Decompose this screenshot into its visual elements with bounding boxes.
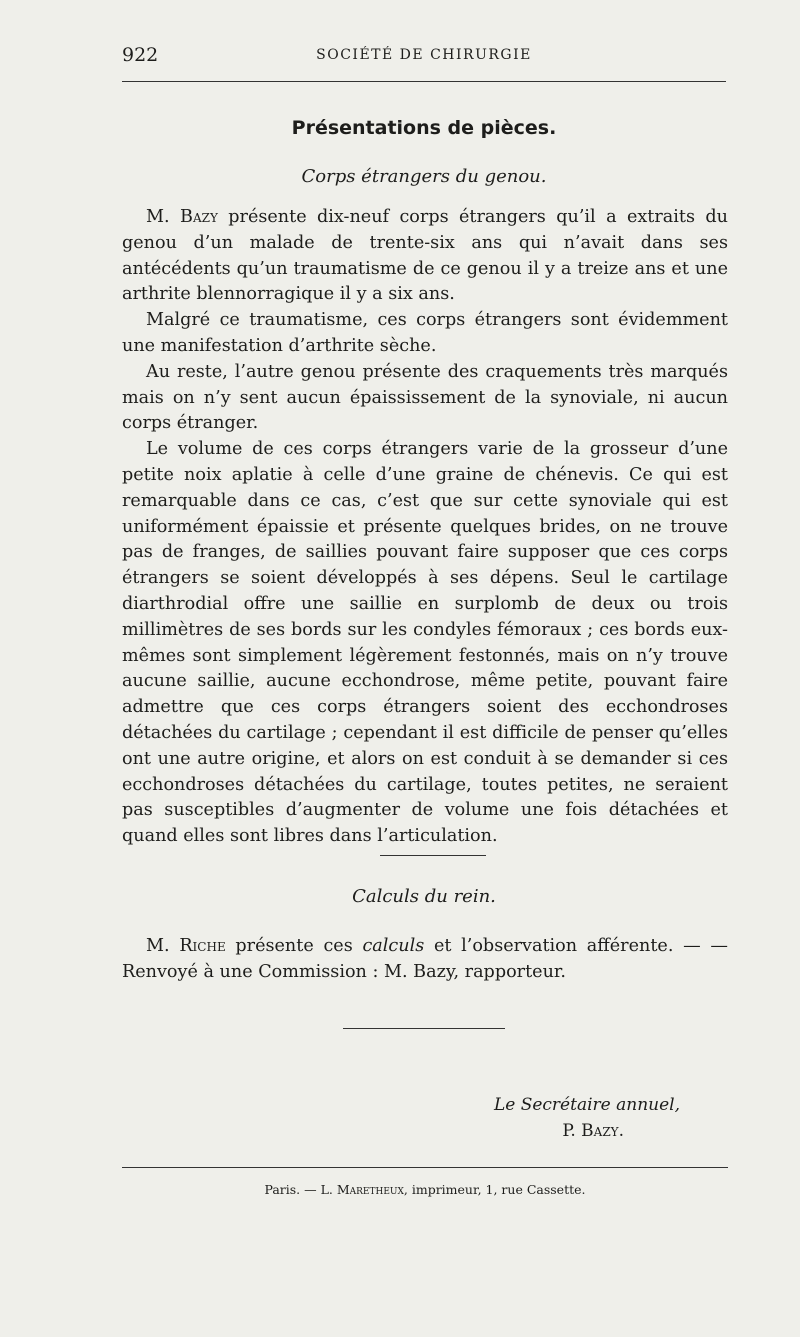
article-body-foreign-bodies xyxy=(122,205,728,850)
section-heading: Présentations de pièces. xyxy=(291,117,557,139)
paragraph-2: Malgré ce traumatisme, ces corps étrangers sont évidemment une manifestation d’arthrite sèche. xyxy=(122,310,728,356)
signature-name: P. Bazy. xyxy=(562,1121,624,1141)
header-rule xyxy=(122,81,726,82)
signature-block xyxy=(380,1092,680,1144)
article-title-kidney-stones: Calculs du rein. xyxy=(352,886,496,907)
author-name: Bazy xyxy=(180,207,218,227)
paragraph-5: M. Riche présente ces calculs et l’observation afférente. — — Renvoyé à une Commission : M. Bazy, rapporteur. xyxy=(122,936,728,982)
paragraph-4: Le volume de ces corps étrangers varie de la grosseur d’une petite noix aplatie à celle d’une graine de chénevis. Ce qui est remarquable dans ce cas, c’est que sur cette synoviale qui est uniformément épaissie et présente quelques brides, on ne trouve pas de franges, de saillies pouvant faire supposer que ces corps étrangers se soient développés à ses dépens. Seul le cartilage diarthrodial offre une saillie en surplomb de deux ou trois millimètres de ses bords sur les condyles fémoraux ; ces bords eux-mêmes sont simplement légèrement festonnés, mais on n’y trouve aucune saillie, aucune ecchondrose, même petite, pouvant faire admettre que ces corps étrangers soient des ecchondroses détachées du cartilage ; cependant il est difficile de penser qu’elles ont une autre origine, et alors on est conduit à se demander si ces ecchondroses détachées du cartilage, toutes petites, ne seraient pas susceptibles d’augmenter de volume une fois détachées et quand elles sont libres dans l’articulation. xyxy=(122,439,728,847)
running-header xyxy=(122,44,726,68)
page-number: 922 xyxy=(122,44,159,66)
article-body-kidney-stones xyxy=(122,934,728,986)
section-divider xyxy=(380,855,486,856)
running-title: SOCIÉTÉ DE CHIRURGIE xyxy=(316,47,532,63)
signature-title: Le Secrétaire annuel, xyxy=(493,1095,680,1115)
paragraph-3: Au reste, l’autre genou présente des craquements très marqués mais on n’y sent aucun épaississement de la synoviale, ni aucun corps étranger. xyxy=(122,361,728,434)
article-title-foreign-bodies: Corps étrangers du genou. xyxy=(301,166,547,187)
paragraph-1: M. Bazy présente dix-neuf corps étrangers qu’il a extraits du genou d’un malade de trente-six ans qui n’avait dans ses antécédents qu’un traumatisme de ce genou il y a treize ans et une arthrite blennorragique il y a six ans. xyxy=(122,207,728,305)
author-name: Riche xyxy=(179,936,226,956)
section-divider xyxy=(343,1028,505,1029)
footer-rule xyxy=(122,1167,728,1168)
printer-imprint: Paris. — L. Maretheux, imprimeur, 1, rue Cassette. xyxy=(264,1182,586,1197)
